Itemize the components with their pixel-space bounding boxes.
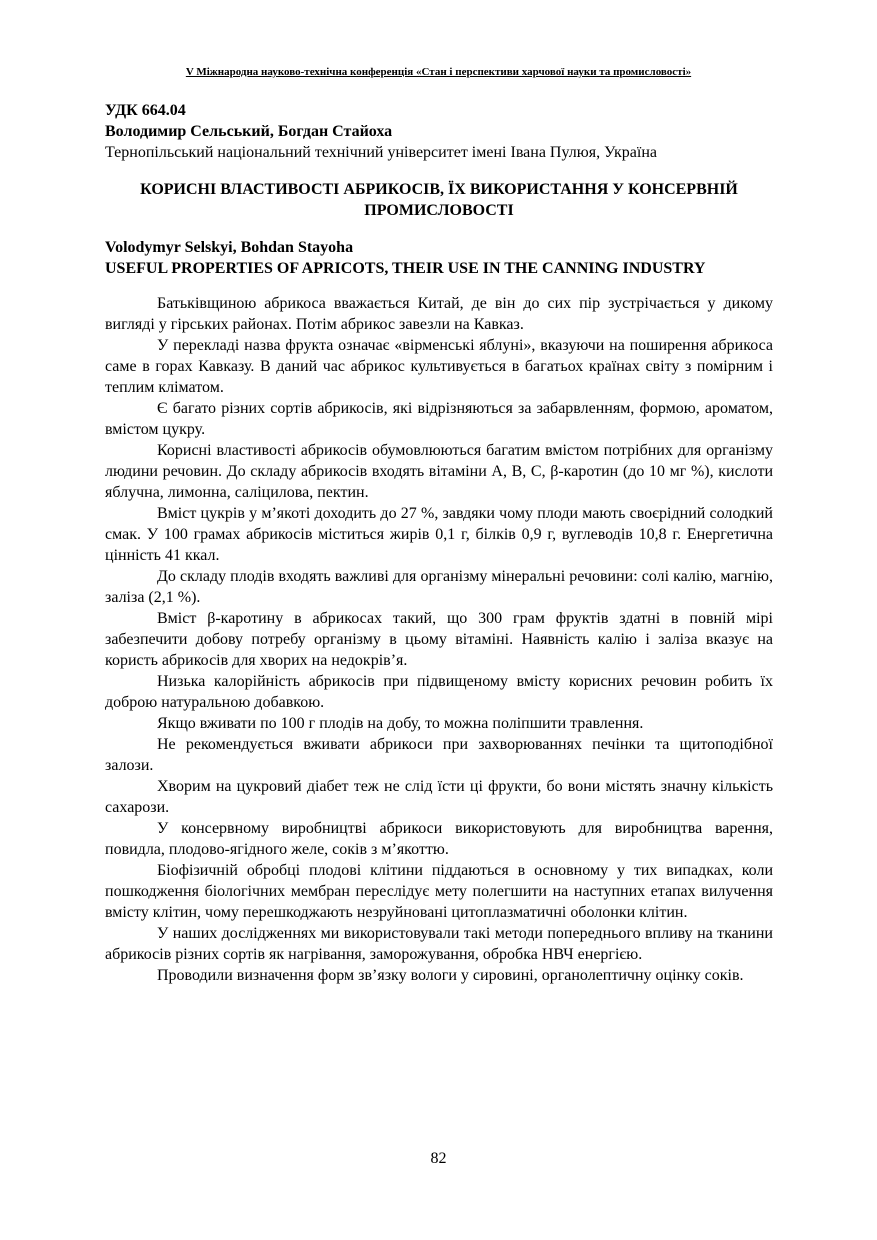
paragraph: Вміст цукрів у м’якоті доходить до 27 %, завдяки чому плоди мають своєрідний солодкий смак. У 100 грамах абрикосів міститься жирів 0,1 г, білків 0,9 г, вуглеводів 10,8 г. Енергетична цінність 41 ккал. [105,505,773,564]
paragraph: Не рекомендується вживати абрикоси при захворюваннях печінки та щитоподібної залози. [105,736,773,774]
paragraph: До складу плодів входять важливі для організму мінеральні речовини: солі калію, магнію, заліза (2,1 %). [105,568,773,606]
page-number: 82 [430,1150,447,1167]
paragraph: У перекладі назва фрукта означає «вірменські яблуні», вказуючи на поширення абрикоса саме в горах Кавказу. В даний час абрикос культивується в багатьох країнах світу з помірним і теплим кліматом. [105,337,773,396]
paragraph: Якщо вживати по 100 г плодів на добу, то можна поліпшити травлення. [157,715,644,732]
title-uk: КОРИСНІ ВЛАСТИВОСТІ АБРИКОСІВ, ЇХ ВИКОРИСТАННЯ У КОНСЕРВНІЙ ПРОМИСЛОВОСТІ [140,181,738,219]
authors-uk: Володимир Сельський, Богдан Стайоха [105,123,393,140]
paragraph: Проводили визначення форм зв’язку вологи у сировині, органолептичну оцінку соків. [157,967,744,984]
paragraph: Корисні властивості абрикосів обумовлюються багатим вмістом потрібних для організму людини речовин. До складу абрикосів входять вітаміни A, B, C, β-каротин (до 10 мг %), кислоти яблучна, лимонна, саліцилова, пектин. [105,442,773,501]
paragraph: Вміст β-каротину в абрикосах такий, що 300 грам фруктів здатні в повній мірі забезпечити добову потребу організму в цьому вітаміні. Наявність калію і заліза вказує на користь абрикосів для хворих на недокрів’я. [105,610,773,669]
article [105,100,773,986]
paragraph: Батьківщиною абрикоса вважається Китай, де він до сих пір зустрічається у дикому вигляді у гірських районах. Потім абрикос завезли на Кавказ. [105,295,773,333]
paragraph: У наших дослідженнях ми використовували такі методи попереднього впливу на тканини абрикосів різних сортів як нагрівання, заморожування, обробка НВЧ енергією. [105,925,773,963]
title-en: USEFUL PROPERTIES OF APRICOTS, THEIR USE IN THE CANNING INDUSTRY [105,260,706,277]
affiliation: Тернопільський національний технічний університет імені Івана Пулюя, Україна [105,144,657,161]
article-body [105,293,773,986]
running-header: V Міжнародна науково-технічна конференція «Стан і перспективи харчової науки та промисловості» [185,66,692,78]
udc-code: УДК 664.04 [105,102,186,119]
paragraph: Хворим на цукровий діабет теж не слід їсти ці фрукти, бо вони містять значну кількість сахарози. [105,778,773,816]
authors-en: Volodymyr Selskyi, Bohdan Stayoha [105,239,354,256]
paragraph: Біофізичній обробці плодові клітини піддаються в основному у тих випадках, коли пошкодження біологічних мембран переслідує мету полегшити на наступних етапах вилучення вмісту клітин, чому перешкоджають незруйновані цитоплазматичні оболонки клітин. [105,862,773,921]
paragraph: У консервному виробництві абрикоси використовують для виробництва варення, повидла, плодово-ягідного желе, соків з м’якоттю. [105,820,773,858]
paragraph: Є багато різних сортів абрикосів, які відрізняються за забарвленням, формою, ароматом, вмістом цукру. [105,400,773,438]
paragraph: Низька калорійність абрикосів при підвищеному вмісту корисних речовин робить їх доброю натуральною добавкою. [105,673,773,711]
